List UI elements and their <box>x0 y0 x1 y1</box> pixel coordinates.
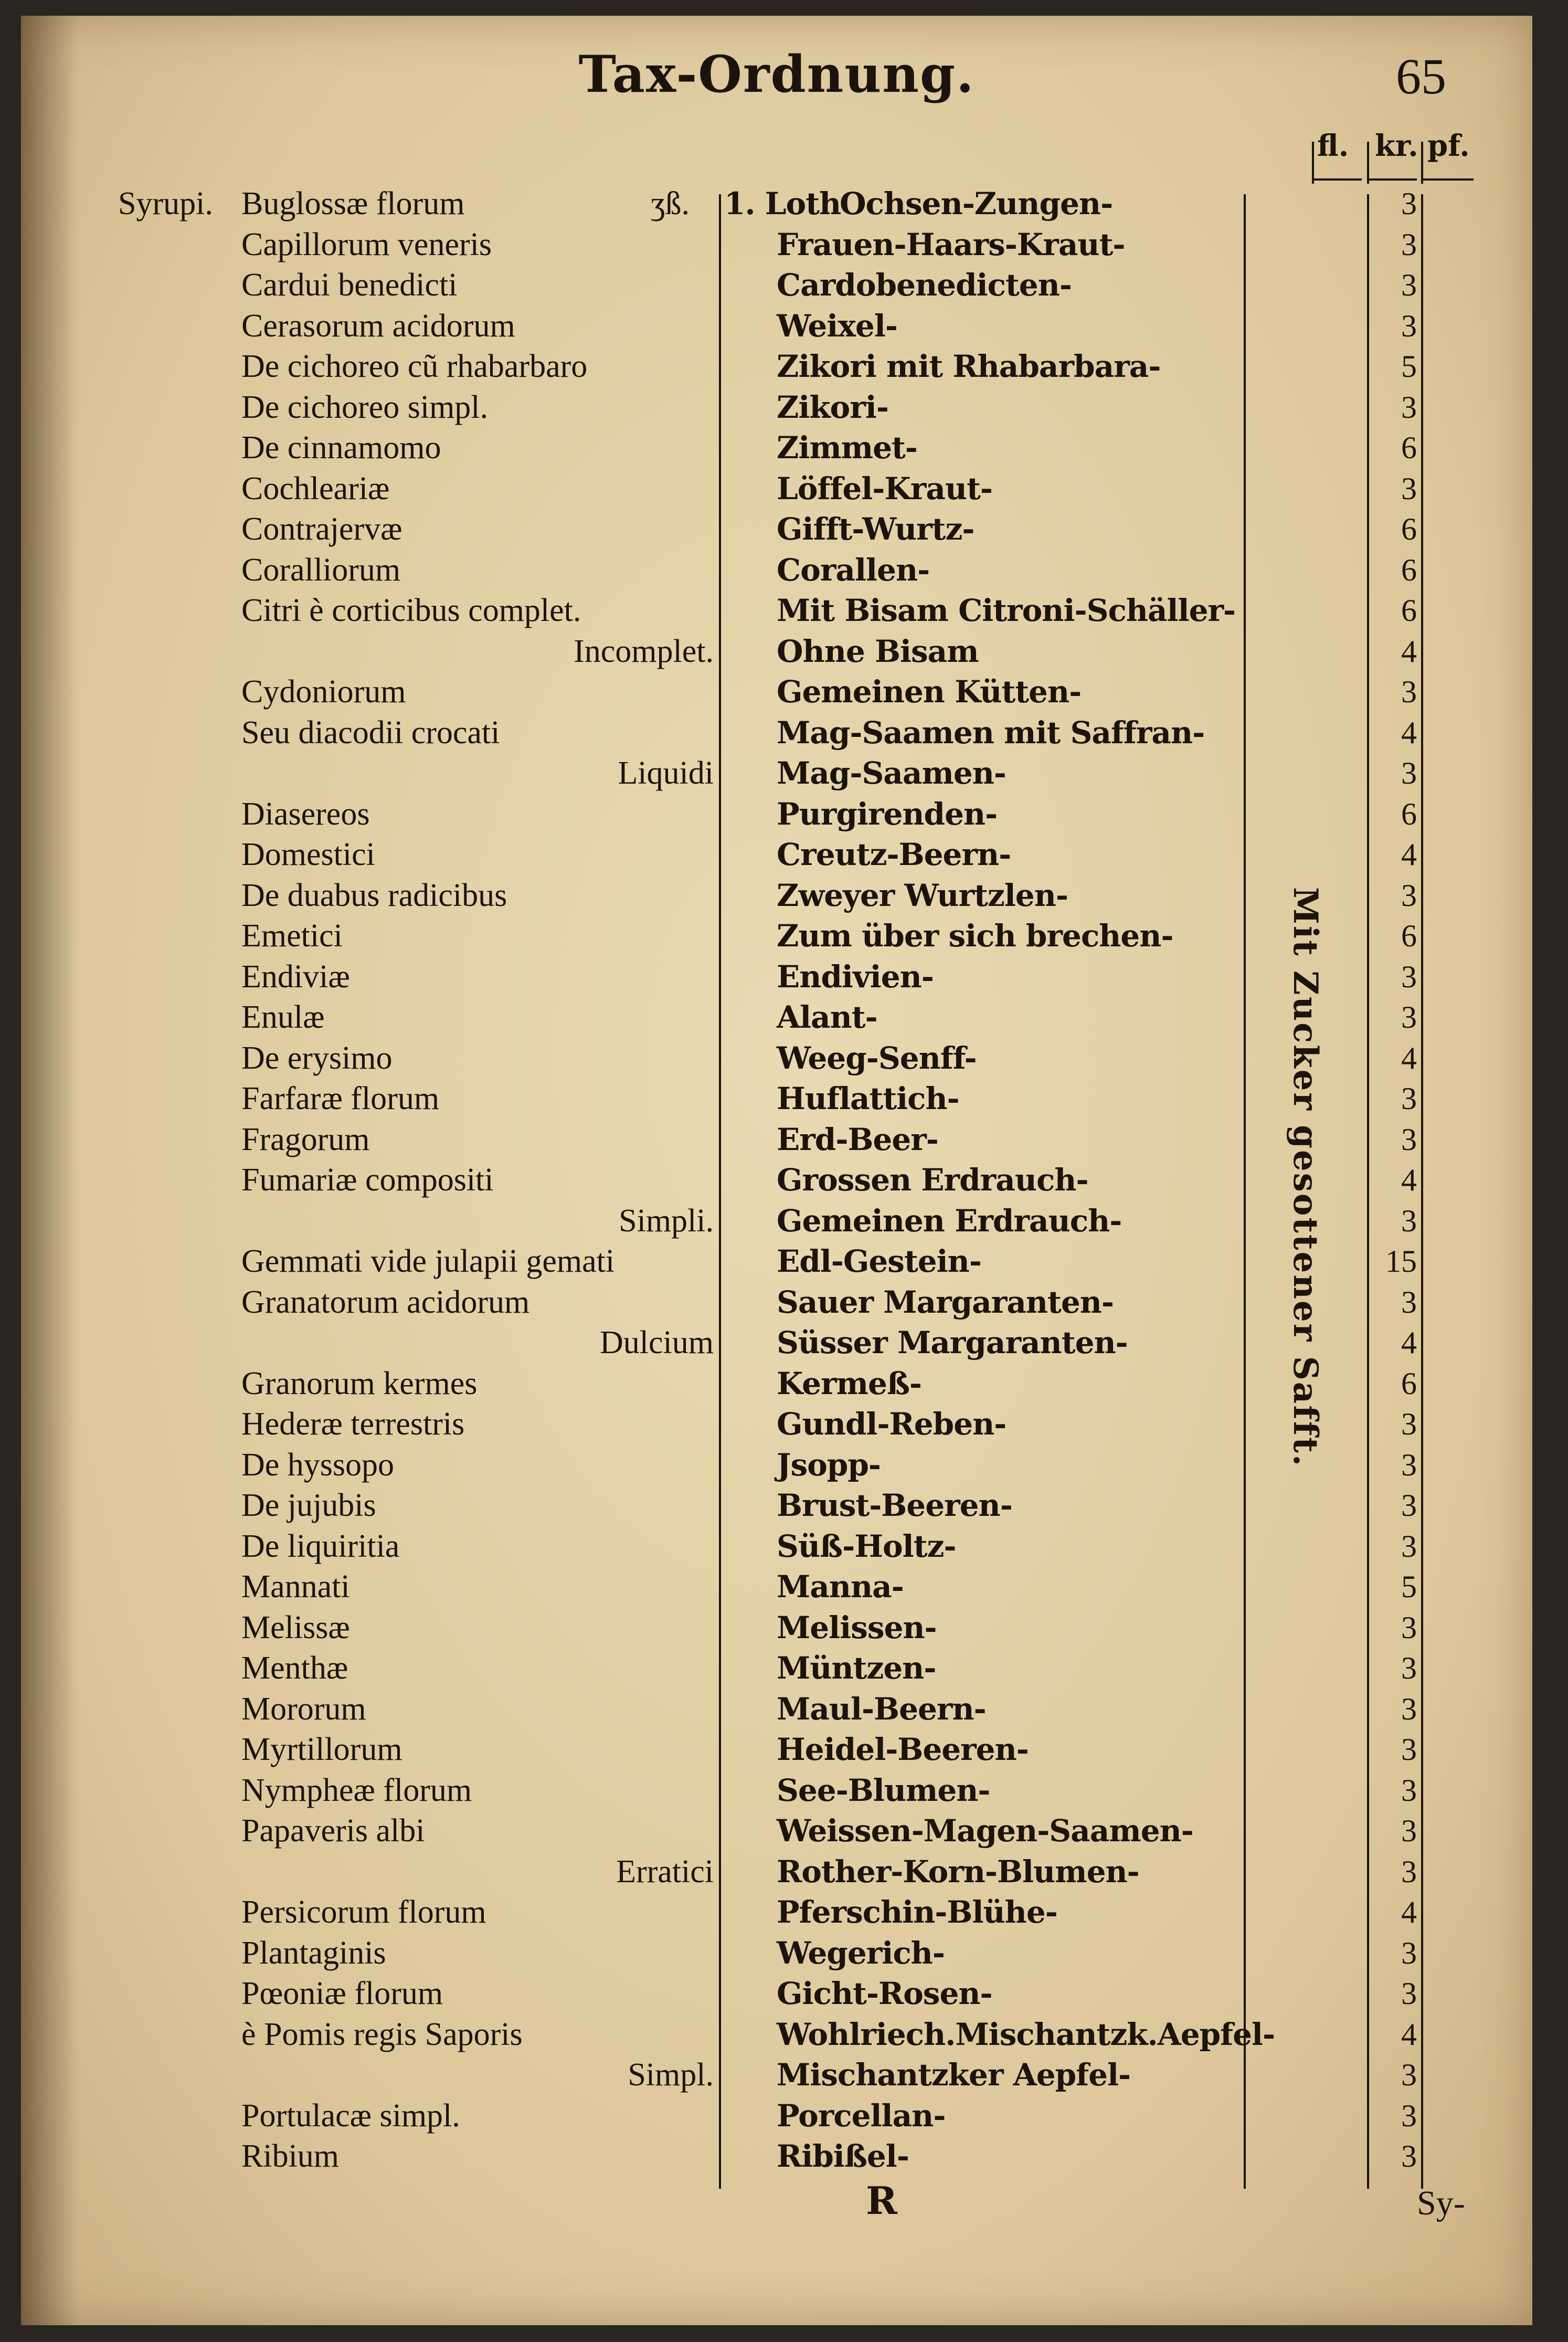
table-row <box>21 2014 1532 2055</box>
latin-name: Seu diacodii crocati <box>241 714 500 751</box>
table-row <box>21 1567 1532 1607</box>
latin-name: Mororum <box>241 1691 366 1727</box>
table-row <box>21 550 1532 590</box>
german-name: Wohlriech.Mischantzk.Aepfel- <box>777 2016 1275 2052</box>
german-name: Gemeinen Kütten- <box>777 674 1082 710</box>
kreuzer-value: 3 <box>1401 1610 1417 1645</box>
latin-name: Simpl. <box>628 2057 714 2093</box>
table-row <box>21 2055 1532 2095</box>
kreuzer-value: 3 <box>1401 2139 1417 2174</box>
column-underline <box>1421 178 1474 181</box>
table-row <box>21 428 1532 468</box>
german-name: Mit Bisam Citroni-Schäller- <box>777 593 1236 628</box>
latin-name: De hyssopo <box>241 1447 395 1483</box>
kreuzer-value: 3 <box>1401 756 1417 790</box>
table-row <box>21 1770 1532 1811</box>
german-name: Kermeß- <box>777 1365 922 1401</box>
german-name: Weixel- <box>777 308 897 344</box>
kreuzer-value: 3 <box>1401 1488 1417 1523</box>
latin-name: Liquidi <box>618 755 714 791</box>
german-name: Zikori- <box>777 389 888 425</box>
latin-name: De duabus radicibus <box>241 877 507 913</box>
column-rule <box>1312 142 1314 184</box>
kreuzer-value: 3 <box>1401 1081 1417 1116</box>
latin-name: Papaveris albi <box>241 1813 425 1849</box>
kreuzer-value: 3 <box>1401 268 1417 302</box>
latin-name: Diasereos <box>241 796 370 832</box>
table-row <box>21 306 1532 346</box>
latin-name: Plantaginis <box>241 1935 386 1971</box>
kreuzer-value: 4 <box>1401 634 1417 669</box>
catchword: Sy- <box>1417 2184 1465 2222</box>
latin-name: Emetici <box>241 918 343 954</box>
german-name: Mischantzker Aepfel- <box>777 2057 1131 2093</box>
german-name: Gundl-Reben- <box>777 1406 1007 1442</box>
latin-name: Persicorum florum <box>241 1894 486 1930</box>
kreuzer-value: 3 <box>1401 1000 1417 1035</box>
kreuzer-value: 3 <box>1401 308 1417 343</box>
page-number: 65 <box>1396 48 1446 104</box>
kreuzer-value: 6 <box>1401 919 1417 953</box>
latin-name: Capillorum veneris <box>241 226 492 262</box>
book-page <box>21 16 1532 2325</box>
latin-name: Cochleariæ <box>241 470 390 507</box>
german-name: Huflattich- <box>777 1081 959 1116</box>
latin-name: Ribium <box>241 2138 340 2174</box>
table-row <box>21 1892 1532 1933</box>
kreuzer-value: 4 <box>1401 715 1417 750</box>
german-name: Süsser Margaranten- <box>777 1325 1128 1360</box>
kreuzer-value: 4 <box>1401 1040 1417 1075</box>
kreuzer-value: 3 <box>1401 1976 1417 2011</box>
latin-name: Fragorum <box>241 1121 370 1157</box>
german-name: Erd-Beer- <box>777 1121 938 1157</box>
kreuzer-value: 4 <box>1401 2017 1417 2052</box>
german-name: Maul-Beern- <box>777 1691 986 1727</box>
kreuzer-value: 4 <box>1401 1325 1417 1360</box>
latin-name: Granatorum acidorum <box>241 1284 530 1320</box>
german-name: Manna- <box>777 1569 904 1605</box>
entry-prefix: Syrupi. <box>118 186 213 221</box>
table-row <box>21 346 1532 387</box>
kreuzer-value: 3 <box>1401 471 1417 506</box>
table-row <box>21 835 1532 875</box>
german-name: Müntzen- <box>777 1650 936 1686</box>
column-header-fl: fl. <box>1317 129 1349 163</box>
latin-name: Fumariæ compositi <box>241 1162 494 1198</box>
kreuzer-value: 6 <box>1401 593 1417 628</box>
unit-mark: ʒß. <box>651 186 690 221</box>
latin-name: Menthæ <box>241 1650 348 1686</box>
latin-name: Cardui benedicti <box>241 267 458 303</box>
latin-name: De cinnamomo <box>241 430 441 466</box>
quantity-prefix: 1. Loth <box>724 186 841 221</box>
side-note: Mit Zucker gesottener Safft. <box>1286 887 1325 1468</box>
table-row <box>21 1811 1532 1851</box>
table-row <box>21 1608 1532 1648</box>
kreuzer-value: 3 <box>1401 1122 1417 1157</box>
table-row <box>21 631 1532 672</box>
german-name: Weeg-Senff- <box>777 1040 977 1076</box>
table-row <box>21 387 1532 428</box>
kreuzer-value: 3 <box>1401 1854 1417 1889</box>
latin-name: Portulacæ simpl. <box>241 2097 460 2134</box>
latin-name: Pœoniæ florum <box>241 1976 443 2011</box>
latin-name: Simpli. <box>619 1202 714 1239</box>
kreuzer-value: 3 <box>1401 878 1417 913</box>
german-name: Corallen- <box>777 552 930 588</box>
table-row <box>21 2136 1532 2177</box>
german-name: Brust-Beeren- <box>777 1488 1012 1523</box>
german-name: Rother-Korn-Blumen- <box>777 1853 1139 1890</box>
column-underline <box>1312 178 1362 181</box>
kreuzer-value: 3 <box>1401 1773 1417 1808</box>
german-name: Purgirenden- <box>777 796 998 832</box>
latin-name: è Pomis regis Saporis <box>241 2016 523 2052</box>
german-name: Zikori mit Rhabarbara- <box>777 349 1161 384</box>
table-row <box>21 1974 1532 2014</box>
latin-name: De liquiritia <box>241 1528 400 1564</box>
latin-name: De jujubis <box>241 1488 376 1523</box>
german-name: Ohne Bisam <box>777 633 979 669</box>
german-name: Zum über sich brechen- <box>777 918 1173 954</box>
table-row <box>21 184 1532 224</box>
german-name: Gemeinen Erdrauch- <box>777 1202 1122 1239</box>
kreuzer-value: 3 <box>1401 1203 1417 1238</box>
table-row <box>21 590 1532 631</box>
german-name: Frauen-Haars-Kraut- <box>777 226 1125 262</box>
kreuzer-value: 3 <box>1401 959 1417 994</box>
german-name: Ochsen-Zungen- <box>840 186 1113 221</box>
table-row <box>21 509 1532 550</box>
table-row <box>21 1933 1532 1974</box>
german-name: Pferschin-Blühe- <box>777 1894 1057 1930</box>
kreuzer-value: 5 <box>1401 349 1417 384</box>
latin-name: De cichoreo cũ rhabarbaro <box>241 349 588 384</box>
table-row <box>21 1648 1532 1689</box>
kreuzer-value: 6 <box>1401 552 1417 587</box>
table-row <box>21 265 1532 305</box>
latin-name: Granorum kermes <box>241 1365 478 1401</box>
latin-name: Cerasorum acidorum <box>241 308 515 344</box>
kreuzer-value: 6 <box>1401 430 1417 465</box>
kreuzer-value: 3 <box>1401 1284 1417 1320</box>
german-name: Süß-Holtz- <box>777 1528 956 1564</box>
german-name: Löffel-Kraut- <box>777 470 992 507</box>
latin-name: Domestici <box>241 837 375 872</box>
table-row <box>21 225 1532 265</box>
kreuzer-value: 3 <box>1401 1651 1417 1685</box>
kreuzer-value: 3 <box>1401 389 1417 425</box>
kreuzer-value: 3 <box>1401 1691 1417 1726</box>
table-row <box>21 753 1532 794</box>
column-underline <box>1367 178 1417 181</box>
page-title: Tax-Ordnung. <box>578 45 975 104</box>
german-name: Zweyer Wurtzlen- <box>777 877 1068 913</box>
latin-name: Contrajervæ <box>241 511 402 547</box>
german-name: See-Blumen- <box>777 1772 990 1808</box>
latin-name: De erysimo <box>241 1040 393 1076</box>
german-name: Mag-Saamen- <box>777 755 1006 791</box>
latin-name: Gemmati vide julapii gemati <box>241 1243 615 1279</box>
latin-name: Erratici <box>616 1853 714 1890</box>
latin-name: Farfaræ florum <box>241 1081 440 1116</box>
latin-name: Cydoniorum <box>241 674 406 710</box>
table-row <box>21 1526 1532 1567</box>
german-name: Mag-Saamen mit Saffran- <box>777 714 1205 751</box>
kreuzer-value: 3 <box>1401 186 1417 221</box>
latin-name: Coralliorum <box>241 552 401 588</box>
kreuzer-value: 4 <box>1401 1895 1417 1929</box>
german-name: Cardobenedicten- <box>777 267 1072 303</box>
kreuzer-value: 3 <box>1401 674 1417 709</box>
kreuzer-value: 6 <box>1401 1366 1417 1401</box>
table-row <box>21 1485 1532 1526</box>
german-name: Edl-Gestein- <box>777 1243 981 1279</box>
german-name: Alant- <box>777 999 877 1035</box>
kreuzer-value: 3 <box>1401 1813 1417 1848</box>
german-name: Endivien- <box>777 958 934 995</box>
latin-name: Citri è corticibus complet. <box>241 593 581 628</box>
kreuzer-value: 3 <box>1401 1447 1417 1482</box>
latin-name: Melissæ <box>241 1609 350 1645</box>
kreuzer-value: 3 <box>1401 1528 1417 1564</box>
table-row <box>21 1852 1532 1892</box>
latin-name: Incomplet. <box>574 633 714 669</box>
table-row <box>21 1729 1532 1770</box>
latin-name: Dulcium <box>600 1325 714 1360</box>
german-name: Zimmet- <box>777 430 917 466</box>
german-name: Grossen Erdrauch- <box>777 1162 1088 1198</box>
german-name: Porcellan- <box>777 2097 946 2134</box>
table-row <box>21 713 1532 753</box>
column-header-kr: kr. <box>1375 129 1418 163</box>
kreuzer-value: 3 <box>1401 1732 1417 1767</box>
german-name: Jsopp- <box>777 1447 881 1483</box>
kreuzer-value: 15 <box>1385 1244 1417 1279</box>
german-name: Gicht-Rosen- <box>777 1976 992 2011</box>
kreuzer-value: 3 <box>1401 227 1417 262</box>
german-name: Sauer Margaranten- <box>777 1284 1114 1320</box>
latin-name: Mannati <box>241 1569 350 1605</box>
kreuzer-value: 3 <box>1401 2058 1417 2092</box>
german-name: Ribißel- <box>777 2138 909 2174</box>
kreuzer-value: 4 <box>1401 1163 1417 1197</box>
kreuzer-value: 3 <box>1401 2098 1417 2133</box>
kreuzer-value: 4 <box>1401 837 1417 872</box>
table-row <box>21 794 1532 835</box>
table-row <box>21 2096 1532 2136</box>
table-row <box>21 672 1532 712</box>
latin-name: Enulæ <box>241 999 325 1035</box>
german-name: Gifft-Wurtz- <box>777 511 974 547</box>
table-row <box>21 469 1532 509</box>
latin-name: De cichoreo simpl. <box>241 389 489 425</box>
kreuzer-value: 5 <box>1401 1569 1417 1604</box>
kreuzer-value: 3 <box>1401 1935 1417 1970</box>
kreuzer-value: 3 <box>1401 1407 1417 1441</box>
latin-name: Hederæ terrestris <box>241 1406 465 1442</box>
latin-name: Endiviæ <box>241 958 350 995</box>
latin-name: Buglossæ florum <box>241 186 465 221</box>
table-row <box>21 1689 1532 1729</box>
column-header-pf: pf. <box>1427 129 1470 163</box>
printer-signature: R <box>866 2178 897 2223</box>
column-rule <box>1367 142 1369 184</box>
german-name: Melissen- <box>777 1609 937 1645</box>
german-name: Weissen-Magen-Saamen- <box>777 1813 1193 1849</box>
kreuzer-value: 6 <box>1401 512 1417 546</box>
german-name: Heidel-Beeren- <box>777 1732 1029 1767</box>
latin-name: Nympheæ florum <box>241 1772 472 1808</box>
latin-name: Myrtillorum <box>241 1732 402 1767</box>
column-rule <box>1421 142 1423 184</box>
kreuzer-value: 6 <box>1401 796 1417 831</box>
german-name: Wegerich- <box>777 1935 945 1971</box>
german-name: Creutz-Beern- <box>777 837 1011 872</box>
